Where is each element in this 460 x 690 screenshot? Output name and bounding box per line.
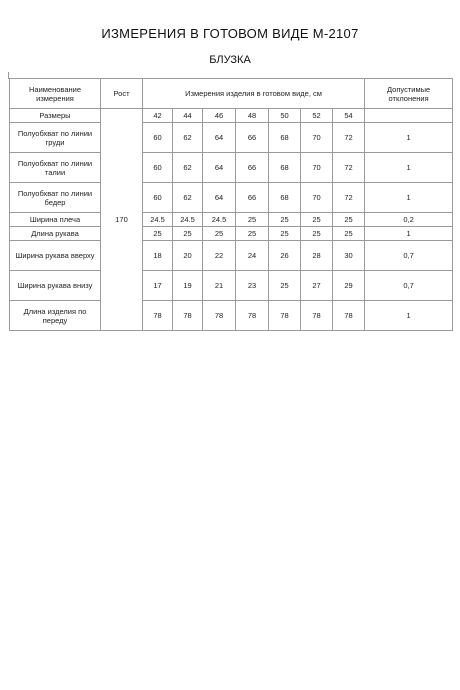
value-cell: 24: [236, 241, 269, 271]
document-subtitle: БЛУЗКА: [209, 54, 251, 66]
value-cell: 25: [203, 227, 236, 241]
header-height: Рост: [101, 79, 143, 109]
value-cell: 72: [333, 123, 365, 153]
value-cell: 68: [269, 183, 301, 213]
value-cell: 72: [333, 153, 365, 183]
row-name: Ширина плеча: [10, 213, 101, 227]
size-cell: 50: [269, 109, 301, 123]
value-cell: 62: [173, 123, 203, 153]
value-cell: 17: [143, 271, 173, 301]
empty-cell: [365, 109, 453, 123]
value-cell: 68: [269, 153, 301, 183]
table-row: [10, 227, 453, 241]
tolerance-cell: 0,7: [365, 241, 453, 271]
value-cell: 19: [173, 271, 203, 301]
value-cell: 24.5: [143, 213, 173, 227]
value-cell: 25: [333, 227, 365, 241]
table-row: [10, 301, 453, 331]
row-name: Полуобхват по линии талии: [10, 153, 101, 183]
size-cell: 52: [301, 109, 333, 123]
value-cell: 18: [143, 241, 173, 271]
size-cell: 48: [236, 109, 269, 123]
value-cell: 25: [236, 227, 269, 241]
row-name: Длина рукава: [10, 227, 101, 241]
tolerance-cell: 1: [365, 123, 453, 153]
value-cell: 20: [173, 241, 203, 271]
size-cell: 42: [143, 109, 173, 123]
table-row: [10, 271, 453, 301]
table-row: [10, 183, 453, 213]
value-cell: 25: [301, 227, 333, 241]
value-cell: 70: [301, 153, 333, 183]
value-cell: 25: [333, 213, 365, 227]
value-cell: 24.5: [203, 213, 236, 227]
value-cell: 64: [203, 123, 236, 153]
sizes-label: Размеры: [10, 109, 101, 123]
value-cell: 25: [269, 271, 301, 301]
value-cell: 25: [301, 213, 333, 227]
value-cell: 78: [301, 301, 333, 331]
value-cell: 25: [173, 227, 203, 241]
size-cell: 44: [173, 109, 203, 123]
value-cell: 66: [236, 123, 269, 153]
value-cell: 70: [301, 183, 333, 213]
document-title: ИЗМЕРЕНИЯ В ГОТОВОМ ВИДЕ М-2107: [101, 26, 359, 41]
tolerance-cell: 1: [365, 183, 453, 213]
value-cell: 66: [236, 153, 269, 183]
value-cell: 62: [173, 153, 203, 183]
header-tolerance: Допустимые отклонения: [365, 79, 453, 109]
value-cell: 23: [236, 271, 269, 301]
value-cell: 60: [143, 183, 173, 213]
size-cell: 54: [333, 109, 365, 123]
value-cell: 25: [269, 227, 301, 241]
value-cell: 28: [301, 241, 333, 271]
measurements-table: [9, 78, 453, 331]
table-row: [10, 123, 453, 153]
value-cell: 22: [203, 241, 236, 271]
tolerance-cell: 1: [365, 153, 453, 183]
value-cell: 64: [203, 153, 236, 183]
size-cell: 46: [203, 109, 236, 123]
value-cell: 64: [203, 183, 236, 213]
value-cell: 30: [333, 241, 365, 271]
value-cell: 29: [333, 271, 365, 301]
tolerance-cell: 1: [365, 227, 453, 241]
value-cell: 21: [203, 271, 236, 301]
table-row: [10, 153, 453, 183]
value-cell: 24.5: [173, 213, 203, 227]
value-cell: 26: [269, 241, 301, 271]
value-cell: 78: [333, 301, 365, 331]
tolerance-cell: 0,2: [365, 213, 453, 227]
value-cell: 78: [143, 301, 173, 331]
table-row: [10, 241, 453, 271]
value-cell: 70: [301, 123, 333, 153]
value-cell: 25: [236, 213, 269, 227]
row-name: Ширина рукава вверху: [10, 241, 101, 271]
value-cell: 60: [143, 153, 173, 183]
row-name: Полуобхват по линии бедер: [10, 183, 101, 213]
row-name: Длина изделия по переду: [10, 301, 101, 331]
header-measurements: [143, 79, 365, 109]
table-row: [10, 213, 453, 227]
value-cell: 62: [173, 183, 203, 213]
header-name: Наименование измерения: [10, 79, 101, 109]
sizes-row: [10, 109, 453, 123]
row-name: Ширина рукава внизу: [10, 271, 101, 301]
value-cell: 60: [143, 123, 173, 153]
value-cell: 78: [203, 301, 236, 331]
value-cell: 66: [236, 183, 269, 213]
header-measurements-text: Измерения изделия в готовом виде, см: [185, 89, 322, 98]
value-cell: 78: [236, 301, 269, 331]
height-value: 170: [101, 109, 143, 331]
value-cell: 68: [269, 123, 301, 153]
value-cell: 72: [333, 183, 365, 213]
value-cell: 25: [143, 227, 173, 241]
value-cell: 25: [269, 213, 301, 227]
value-cell: 78: [269, 301, 301, 331]
table-header-row: [10, 79, 453, 109]
value-cell: 27: [301, 271, 333, 301]
row-name: Полуобхват по линии груди: [10, 123, 101, 153]
tolerance-cell: 0,7: [365, 271, 453, 301]
tolerance-cell: 1: [365, 301, 453, 331]
value-cell: 78: [173, 301, 203, 331]
